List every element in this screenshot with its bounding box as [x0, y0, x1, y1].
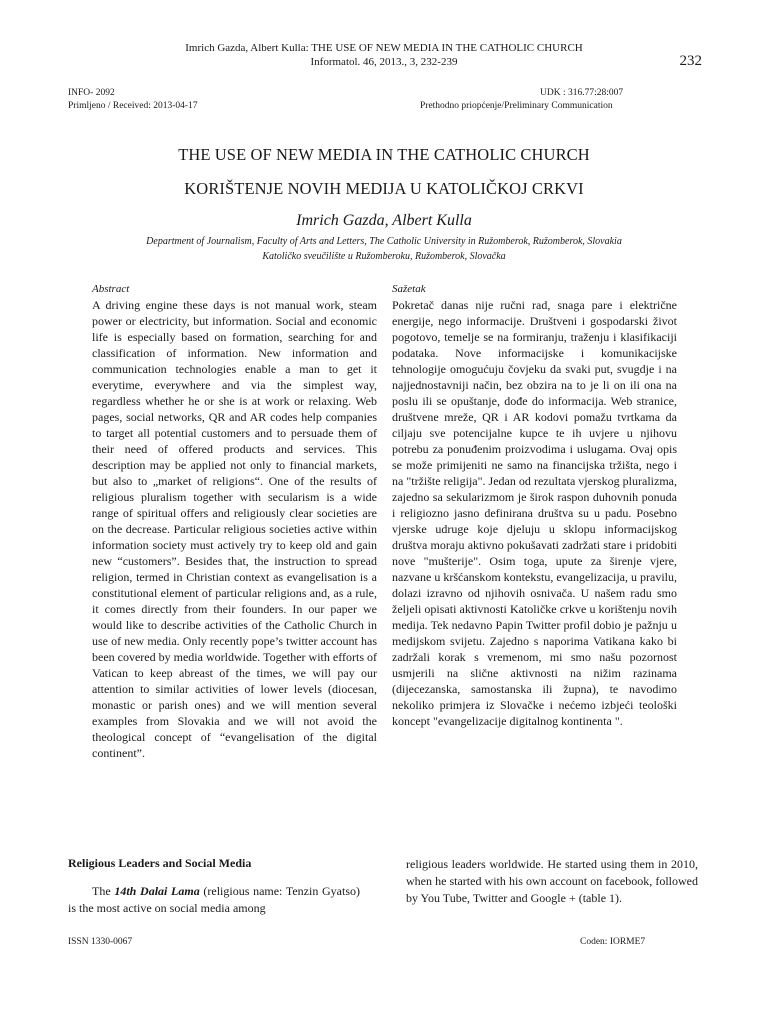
issn: ISSN 1330-0067 [68, 937, 133, 947]
authors: Imrich Gazda, Albert Kulla [296, 212, 472, 229]
section-paragraph-left [68, 883, 360, 917]
article-type: Prethodno priopćenje/Preliminary Communication [420, 101, 613, 111]
sazetak-section [392, 282, 677, 729]
coden: Coden: IORME7 [580, 937, 646, 947]
section-heading: Religious Leaders and Social Media [68, 856, 252, 870]
udk-code: UDK : 316.77:28:007 [540, 88, 624, 98]
dalai-lama-emphasis: 14th Dalai Lama [114, 884, 200, 898]
paragraph-prefix: The [92, 884, 115, 898]
affiliation-english: Department of Journalism, Faculty of Arts and Letters, The Catholic University in Ružomberok, Ružomberok, Slovakia [146, 236, 622, 247]
running-header-citation: Informatol. 46, 2013., 3, 232-239 [310, 56, 458, 68]
running-header-authors-title: Imrich Gazda, Albert Kulla: THE USE OF NEW MEDIA IN THE CATHOLIC CHURCH [185, 42, 583, 54]
abstract-section [92, 282, 377, 761]
page-number: 232 [679, 53, 702, 69]
sazetak-label: Sažetak [392, 283, 426, 295]
received-date: Primljeno / Received: 2013-04-17 [68, 101, 198, 111]
title-croatian: KORIŠTENJE NOVIH MEDIJA U KATOLIČKOJ CRKVI [184, 179, 584, 198]
paragraph-suffix: (religious name: Tenzin Gyatso) is the most active on social media among [68, 884, 360, 915]
sazetak-text: Pokretač danas nije ručni rad, snaga pare i električne energije, nego informacije. Društveni i gospodarski život pogotovo, temelje se na formiranju, traženju i klasifikaciji podataka. Nove informacijske i komunikacijske tehnologije omogućuju čovjeku da svaki put, svugdje i na najjednostavniji način, bez obzira na to je li on ili ona na poslu ili se opuštanje, dođe do informacija. Web stranice, društvene mreže, QR i AR kodovi pomažu tvrtkama da ciljaju sve potencijalne kupce te ih uvjere u njihovu potrebu za ponuđenim proizvodima i uslugama. Ovaj opis se može primijeniti ne samo na financijska tržišta, nego i na "tržište religija". Jedan od rezultata vjerskog pluralizma, zajedno sa sekularizmom je širok raspon duhovnih ponuda i religiozno jasno definirana društva su u padu. Posebno vjerske udruge koje djeluju u sklopu informacijskog društva moraju aktivno pokušavati zadržati stare i pridobiti nove "mušterije". Osim toga, upute za širenje vjere, nazvane u kršćanskom kontekstu, evangelizacija, u pravilu, dolazi izravno od njihovih osnivača. U našem radu smo željeli opisati aktivnosti Katoličke crkve u korištenju novih medija. Tek nedavno Papin Twitter profil dobio je pažnju u medijskom svijetu. Zajedno s naporima Vatikana kako bi zadržali korak s vremenom, mi smo našu pozornost usmjerili na slične aktivnosti na nižim razinama (dijecezanska, samostanska ili župna), te navodimo nekoliko primjera iz Slovačke i nećemo izbjeći teološki koncept "evangelizacije digitalnog kontinenta ". [392, 298, 677, 728]
section-paragraph-right: religious leaders worldwide. He started using them in 2010, when he started with his own account on facebook, followed by You Tube, Twitter and Google + (table 1). [406, 857, 698, 905]
title-english: THE USE OF NEW MEDIA IN THE CATHOLIC CHURCH [178, 145, 590, 164]
abstract-text: A driving engine these days is not manual work, steam power or electricity, but information. Social and economic life is especially based on formation, searching for and classification of information. New information and communication technologies enable a man to get it everytime, everywhere and via the simplest way, regardless whether he or she is at work or relaxing. Web pages, social networks, QR and AR codes help companies to target all potential customers and to persuade them of their need of offered products and services. This description may be applied not only to financial markets, but also to „market of religions“. One of the results of religious pluralism together with secularism is a wide range of spiritual offers and religiously clear societies are on the decrease. Particular religious societies active within information society must actively try to keep old and gain new “customers”. Besides that, the instruction to spread religion, termed in Christian context as evangelisation is a constitutional element of particular religions and, as a rule, it comes directly from their founders. In our paper we would like to describe activities of the Catholic Church in use of new media. Only recently pope’s twitter account has been covered by media worldwide. Together with efforts of Vatican to keep abreast of the times, we will pay our attention to similar activities of lower levels (diocesan, monastic or parish ones) and we will mention several examples from Slovakia and we will not avoid the theological concept of “evangelisation of the digital continent”. [92, 298, 377, 760]
affiliation-croatian: Katoličko sveučilište u Ružomberoku, Ružomberok, Slovačka [262, 251, 506, 262]
abstract-label: Abstract [92, 283, 130, 295]
info-code: INFO- 2092 [68, 88, 115, 98]
